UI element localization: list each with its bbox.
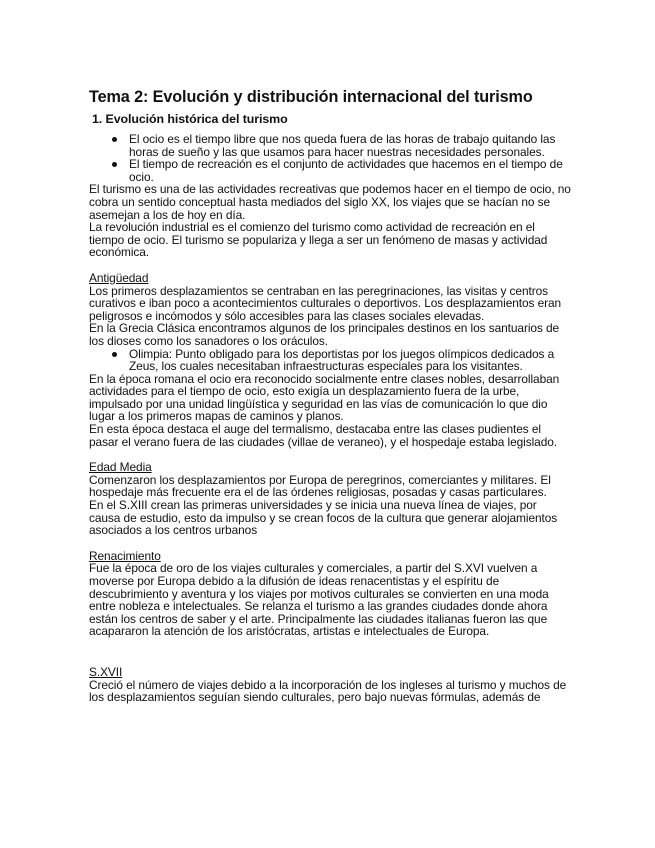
list-item <box>129 348 571 373</box>
list-item-text: Olimpia: Punto obligado para los deportistas por los juegos olímpicos dedicados a Zeus, los cuales necesitaban infraestructuras especiales para los visitantes. <box>129 346 555 374</box>
paragraph: En esta época destaca el auge del termalismo, destacaba entre las clases pudientes el pasar el verano fuera de las ciudades (villae de veraneo), y el hospedaje estaba legislado. <box>89 422 557 449</box>
paragraph: En la época romana el ocio era reconocido socialmente entre clases nobles, desarrollaban actividades para el tiempo de ocio, esto exigía un desplazamiento fuera de la urbe, impulsado por una unidad lingüística y seguridad en las vías de comunicación lo que dio lugar a los primeros mapas de caminos y planos. <box>89 371 560 424</box>
spacer <box>89 638 571 666</box>
section-heading-evolucion: 1. Evolución histórica del turismo <box>92 112 288 126</box>
bullet-icon <box>112 137 117 142</box>
spacer <box>89 448 571 461</box>
spacer <box>89 537 571 550</box>
section-heading-antiguedad: Antigüedad <box>89 270 149 285</box>
page-title: Tema 2: Evolución y distribución internacional del turismo <box>89 88 533 106</box>
paragraph: En el S.XIII crean las primeras universidades y se inicia una nueva línea de viajes, por causa de estudio, esto da impulso y se crean focos de la cultura que generar alojamientos asociados a los centros urbanos <box>89 498 558 538</box>
list-item-text: El tiempo de recreación es el conjunto de actividades que hacemos en el tiempo de ocio. <box>129 157 563 184</box>
list-item-text: El ocio es el tiempo libre que nos queda fuera de las horas de trabajo quitando las horas de sueño y las que usamos para hacer nuestras necesidades personales. <box>129 132 556 159</box>
paragraph: Comenzaron los desplazamientos por Europa de peregrinos, comerciantes y militares. El hospedaje más frecuente era el de las órdenes religiosas, posadas y casas particulares. <box>89 472 551 500</box>
bullet-list <box>89 133 571 183</box>
bullet-icon <box>112 162 117 167</box>
bullet-list <box>89 348 571 373</box>
bullet-icon <box>112 352 117 357</box>
list-item <box>129 133 571 158</box>
paragraph: La revolución industrial es el comienzo del turismo como actividad de recreación en el tiempo de ocio. El turismo se populariza y llega a ser un fenómeno de masas y actividad económica. <box>89 220 548 260</box>
section-heading-renacimiento: Renacimiento <box>89 548 161 563</box>
section-heading-edad-media: Edad Media <box>89 460 152 475</box>
paragraph: El turismo es una de las actividades recreativas que podemos hacer en el tiempo de ocio, no cobra un sentido conceptual hasta mediados del siglo XX, los viajes que se hacían no se asemejan a los de hoy en día. <box>89 182 571 222</box>
paragraph: En la Grecia Clásica encontramos algunos de los principales destinos en los santuarios de los dioses como los sanadores o los oráculos. <box>89 321 560 348</box>
spacer <box>89 259 571 272</box>
list-item <box>129 158 571 183</box>
paragraph: Fue la época de oro de los viajes culturales y comerciales, a partir del S.XVI vuelven a moverse por Europa debido a la difusión de ideas renacentistas y el espíritu de descubrimiento y aventura y los viajes por motivos culturales se convierten en una moda entre nobleza e intelectuales. Se relanza el turismo a las grandes ciudades donde ahora están los centros de saber y el arte. Principalmente las ciudades italianas fueron las que acapararon la atención de los aristócratas, artistas e intelectuales de Europa. <box>89 561 549 639</box>
document-content <box>89 87 571 704</box>
section-heading-s-xvii: S.XVII <box>89 664 123 679</box>
paragraph: Creció el número de viajes debido a la incorporación de los ingleses al turismo y muchos de los desplazamientos seguían siendo culturales, pero bajo nuevas fórmulas, además de <box>89 677 567 705</box>
paragraph: Los primeros desplazamientos se centraban en las peregrinaciones, las visitas y centros curativos e iban poco a acontecimientos culturales o deportivos. Los desplazamientos eran peligrosos e incómodos y sólo accesibles para las clases sociales elevadas. <box>89 283 562 323</box>
